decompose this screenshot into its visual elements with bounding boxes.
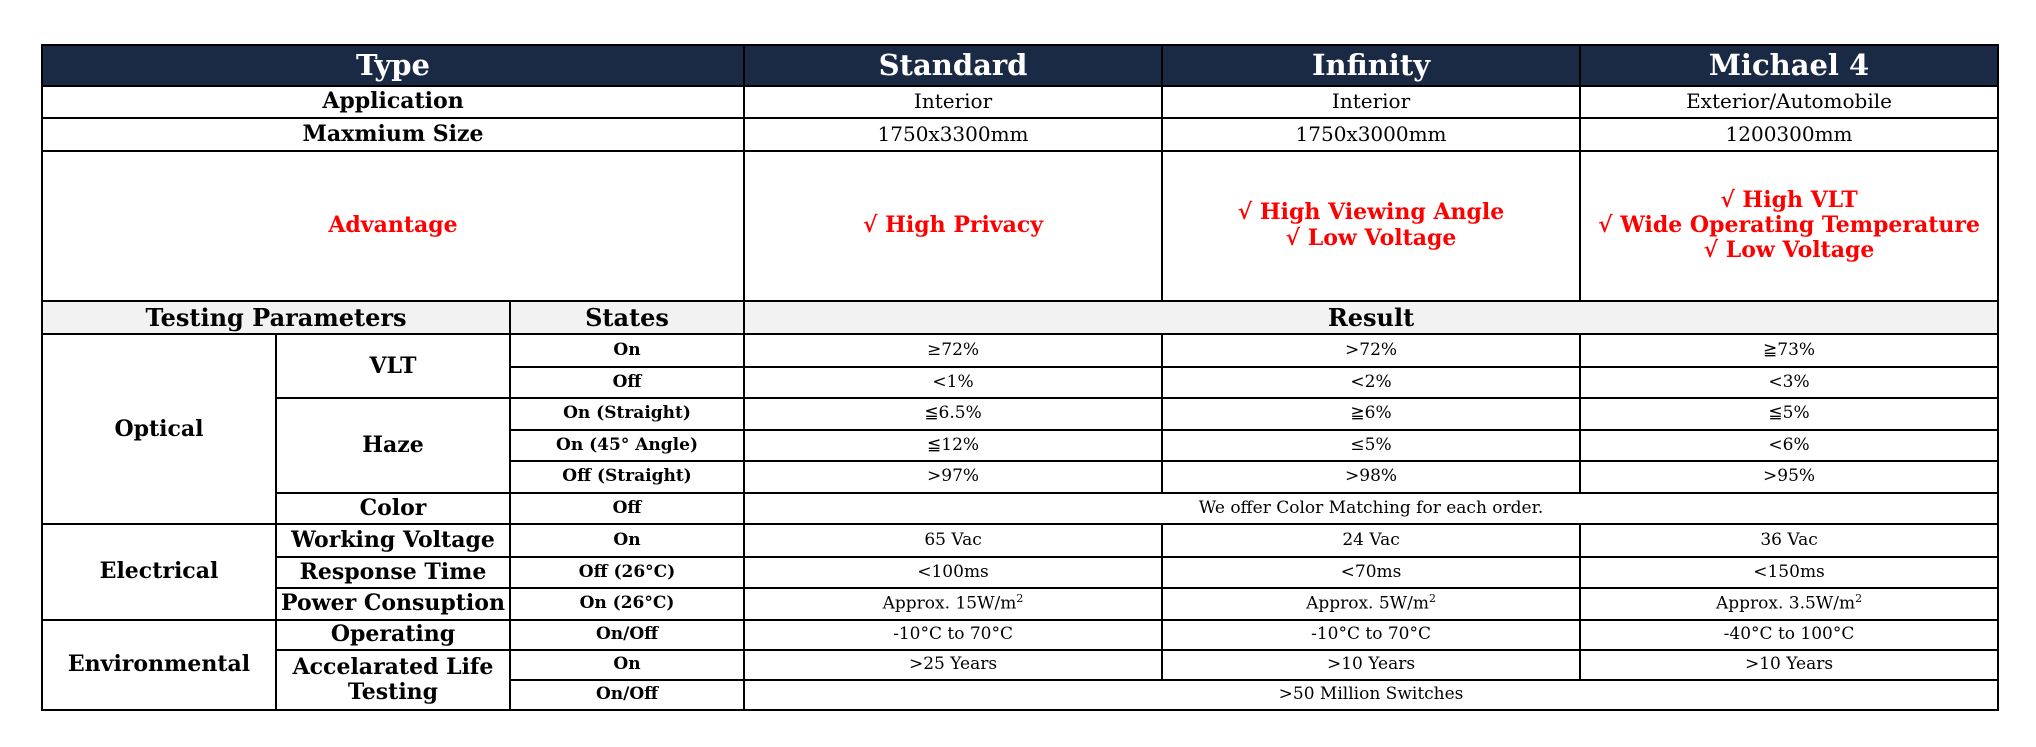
advantage-michael-4-item: √ High VLT xyxy=(1720,186,1858,213)
header-row xyxy=(42,45,1998,86)
haze-on-45-state: On (45° Angle) xyxy=(510,430,744,461)
haze-on-straight-michael-4: ≦5% xyxy=(1580,398,1998,429)
header-michael-4: Michael 4 xyxy=(1580,45,1998,86)
header-standard: Standard xyxy=(744,45,1162,86)
environmental-label: Environmental xyxy=(42,620,276,710)
vlt-on-michael-4: ≧73% xyxy=(1580,334,1998,366)
operating-standard: -10°C to 70°C xyxy=(744,620,1162,650)
haze-on-45-michael-4: <6% xyxy=(1580,430,1998,461)
haze-on-45-standard: ≦12% xyxy=(744,430,1162,461)
spec-table xyxy=(41,44,1999,711)
power-exponent: 2 xyxy=(1855,592,1863,606)
life-testing-label xyxy=(276,650,510,710)
working-voltage-row xyxy=(42,524,1998,556)
header-infinity: Infinity xyxy=(1162,45,1580,86)
vlt-off-standard: <1% xyxy=(744,367,1162,398)
vlt-off-state: Off xyxy=(510,367,744,398)
power-standard xyxy=(744,588,1162,619)
response-time-state: Off (26°C) xyxy=(510,557,744,588)
response-time-label: Response Time xyxy=(276,557,510,588)
max-size-label: Maxmium Size xyxy=(42,118,744,150)
optical-label: Optical xyxy=(42,334,276,524)
life-on-row xyxy=(42,650,1998,680)
operating-state: On/Off xyxy=(510,620,744,650)
haze-on-straight-row xyxy=(42,398,1998,429)
life-testing-label-line1: Accelarated Life xyxy=(292,653,494,680)
power-infinity-value: Approx. 5W/m xyxy=(1306,593,1429,614)
advantage-michael-4-item: √ Wide Operating Temperature xyxy=(1598,212,1980,239)
advantage-label: Advantage xyxy=(42,151,744,301)
working-voltage-standard: 65 Vac xyxy=(744,524,1162,556)
application-michael-4: Exterior/Automobile xyxy=(1580,86,1998,118)
electrical-label: Electrical xyxy=(42,524,276,619)
advantage-michael-4 xyxy=(1580,151,1998,301)
power-standard-value: Approx. 15W/m xyxy=(882,593,1017,614)
power-label: Power Consuption xyxy=(276,588,510,619)
haze-on-straight-standard: ≦6.5% xyxy=(744,398,1162,429)
max-size-row xyxy=(42,118,1998,150)
subheader-result: Result xyxy=(744,301,1998,335)
subheader-testing-parameters: Testing Parameters xyxy=(42,301,510,335)
vlt-on-infinity: >72% xyxy=(1162,334,1580,366)
vlt-off-michael-4: <3% xyxy=(1580,367,1998,398)
vlt-off-infinity: <2% xyxy=(1162,367,1580,398)
haze-on-straight-state: On (Straight) xyxy=(510,398,744,429)
haze-off-straight-standard: >97% xyxy=(744,461,1162,492)
haze-on-45-infinity: ≤5% xyxy=(1162,430,1580,461)
application-row xyxy=(42,86,1998,118)
vlt-on-row xyxy=(42,334,1998,366)
haze-off-straight-state: Off (Straight) xyxy=(510,461,744,492)
advantage-infinity-item: √ High Viewing Angle xyxy=(1237,199,1505,226)
operating-michael-4: -40°C to 100°C xyxy=(1580,620,1998,650)
application-infinity: Interior xyxy=(1162,86,1580,118)
power-exponent: 2 xyxy=(1429,592,1436,606)
vlt-on-state: On xyxy=(510,334,744,366)
advantage-row xyxy=(42,151,1998,301)
color-value: We offer Color Matching for each order. xyxy=(744,493,1998,524)
header-type: Type xyxy=(42,45,744,86)
response-time-michael-4: <150ms xyxy=(1580,557,1998,588)
max-size-infinity: 1750x3000mm xyxy=(1162,118,1580,150)
haze-label: Haze xyxy=(276,398,510,492)
response-time-infinity: <70ms xyxy=(1162,557,1580,588)
power-exponent: 2 xyxy=(1016,592,1024,606)
life-testing-label-line2: Testing xyxy=(347,679,439,706)
operating-row xyxy=(42,620,1998,650)
power-infinity xyxy=(1162,588,1580,619)
subheader-row xyxy=(42,301,1998,335)
haze-on-straight-infinity: ≧6% xyxy=(1162,398,1580,429)
color-label: Color xyxy=(276,493,510,524)
life-on-standard: >25 Years xyxy=(744,650,1162,680)
power-state: On (26°C) xyxy=(510,588,744,619)
subheader-states: States xyxy=(510,301,744,335)
color-state: Off xyxy=(510,493,744,524)
working-voltage-michael-4: 36 Vac xyxy=(1580,524,1998,556)
power-michael-4 xyxy=(1580,588,1998,619)
advantage-infinity-item: √ Low Voltage xyxy=(1285,224,1457,251)
life-on-michael-4: >10 Years xyxy=(1580,650,1998,680)
working-voltage-infinity: 24 Vac xyxy=(1162,524,1580,556)
life-onoff-value: >50 Million Switches xyxy=(744,680,1998,710)
application-label: Application xyxy=(42,86,744,118)
response-time-row xyxy=(42,557,1998,588)
advantage-michael-4-item: √ Low Voltage xyxy=(1703,237,1875,264)
advantage-infinity xyxy=(1162,151,1580,301)
max-size-michael-4: 1200300mm xyxy=(1580,118,1998,150)
advantage-standard-item: √ High Privacy xyxy=(863,212,1044,239)
color-row xyxy=(42,493,1998,524)
working-voltage-state: On xyxy=(510,524,744,556)
operating-infinity: -10°C to 70°C xyxy=(1162,620,1580,650)
haze-off-straight-michael-4: >95% xyxy=(1580,461,1998,492)
application-standard: Interior xyxy=(744,86,1162,118)
life-on-state: On xyxy=(510,650,744,680)
power-michael-4-value: Approx. 3.5W/m xyxy=(1715,593,1856,614)
operating-label: Operating xyxy=(276,620,510,650)
max-size-standard: 1750x3300mm xyxy=(744,118,1162,150)
vlt-on-standard: ≥72% xyxy=(744,334,1162,366)
life-onoff-state: On/Off xyxy=(510,680,744,710)
response-time-standard: <100ms xyxy=(744,557,1162,588)
haze-off-straight-infinity: >98% xyxy=(1162,461,1580,492)
advantage-standard xyxy=(744,151,1162,301)
vlt-label: VLT xyxy=(276,334,510,398)
life-on-infinity: >10 Years xyxy=(1162,650,1580,680)
working-voltage-label: Working Voltage xyxy=(276,524,510,556)
power-row xyxy=(42,588,1998,619)
